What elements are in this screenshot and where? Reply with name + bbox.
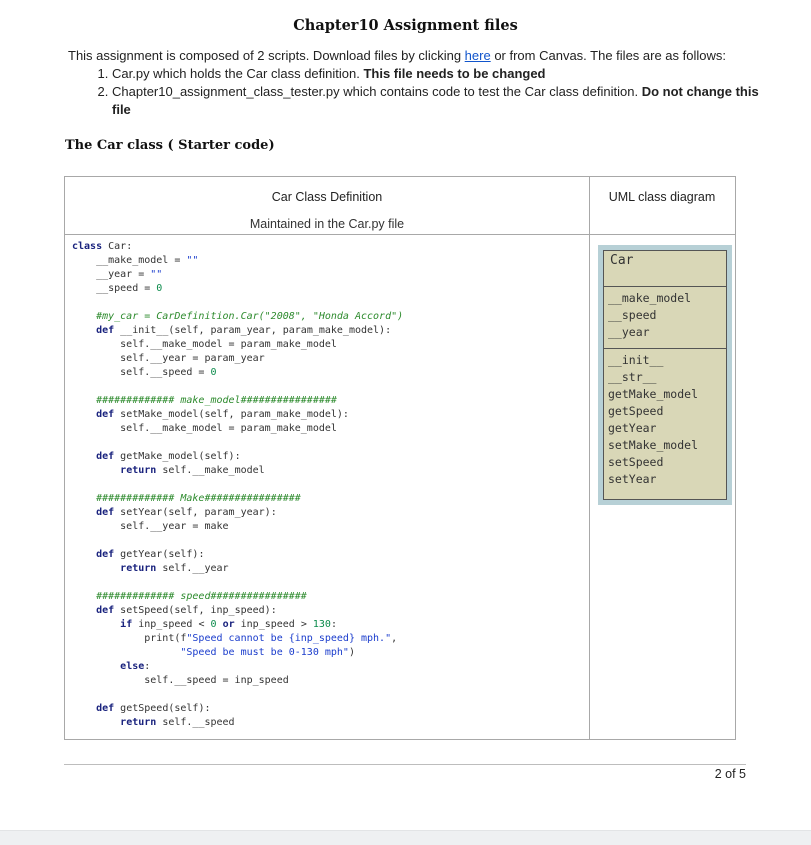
car-class-table <box>64 176 736 740</box>
code-line <box>72 339 337 350</box>
code-line <box>72 493 301 504</box>
code-token: "" <box>150 269 163 280</box>
code-token: or <box>222 619 235 630</box>
intro-paragraph <box>68 47 758 65</box>
file-item-tester-py <box>112 83 772 119</box>
footer-divider <box>64 764 746 765</box>
code-token <box>72 409 96 420</box>
code-token: self.__speed = <box>72 367 211 378</box>
code-token: self.__make_model <box>156 465 265 476</box>
table-subheader-file: Maintained in the Car.py file <box>249 217 405 231</box>
code-token: 0 <box>210 367 217 378</box>
code-token <box>72 647 180 658</box>
section-title: The Car class ( Starter code) <box>65 138 275 153</box>
uml-method: setYear <box>608 472 657 486</box>
code-token: getSpeed(self): <box>114 703 211 714</box>
code-line <box>72 619 337 630</box>
code-line <box>72 465 265 476</box>
uml-method: setSpeed <box>608 455 664 469</box>
uml-method: getMake_model <box>608 387 699 401</box>
code-token <box>72 605 96 616</box>
code-token <box>72 717 120 728</box>
code-token: getYear(self): <box>114 549 205 560</box>
table-header-uml: UML class diagram <box>608 190 716 204</box>
uml-attribute: __make_model <box>608 291 692 305</box>
uml-attributes <box>604 287 726 349</box>
code-token: , <box>391 633 398 644</box>
code-token <box>72 451 96 462</box>
code-token: #my_car = CarDefinition.Car("2008", "Honda Accord") <box>72 311 404 322</box>
code-token: def <box>96 409 115 420</box>
code-token: __speed = <box>72 283 157 294</box>
code-token: "Speed be must be 0-130 mph" <box>180 647 349 658</box>
code-line <box>72 451 241 462</box>
page-number: 2 of 5 <box>714 767 746 781</box>
code-token: self.__year = param_year <box>72 353 265 364</box>
uml-method: setMake_model <box>608 438 699 452</box>
code-token: setYear(self, param_year): <box>114 507 277 518</box>
code-line <box>72 521 229 532</box>
file-item-note: Do not change this file <box>112 84 759 117</box>
code-line <box>72 311 403 322</box>
viewer-bottom-band <box>0 830 811 845</box>
code-token: inp_speed > <box>234 619 313 630</box>
code-token: : <box>330 619 337 630</box>
code-line <box>72 549 204 560</box>
code-token: "" <box>186 255 199 266</box>
code-line <box>72 661 150 672</box>
code-line <box>72 241 132 252</box>
code-line <box>72 325 391 336</box>
code-line <box>72 717 235 728</box>
intro-text-before: This assignment is composed of 2 scripts. Download files by clicking <box>68 48 465 63</box>
uml-method: getSpeed <box>608 404 664 418</box>
download-link[interactable]: here <box>464 48 491 63</box>
code-token: def <box>96 703 115 714</box>
code-token: self.__speed = inp_speed <box>72 675 289 686</box>
uml-method: __str__ <box>608 370 657 384</box>
code-token: __init__(self, param_year, param_make_model): <box>114 325 392 336</box>
code-token: "Speed cannot be {inp_speed} mph." <box>186 633 392 644</box>
table-column-divider <box>589 177 590 739</box>
code-token <box>72 703 96 714</box>
code-line <box>72 269 162 280</box>
code-token: self.__make_model = param_make_model <box>72 423 337 434</box>
uml-diagram <box>598 245 732 505</box>
code-token: ) <box>348 647 355 658</box>
code-token: if <box>120 619 133 630</box>
code-token: self.__year = make <box>72 521 229 532</box>
code-token <box>72 325 96 336</box>
uml-methods <box>604 349 726 491</box>
code-token: ############# make_model################ <box>72 395 337 406</box>
code-token: inp_speed < <box>132 619 211 630</box>
code-token: else <box>120 661 145 672</box>
code-token: getMake_model(self): <box>114 451 241 462</box>
code-token: __make_model = <box>72 255 187 266</box>
code-token: setMake_model(self, param_make_model): <box>114 409 349 420</box>
code-token: class <box>72 241 103 252</box>
code-token: return <box>120 563 157 574</box>
code-token <box>72 549 96 560</box>
code-line <box>72 409 349 420</box>
code-token: def <box>96 451 115 462</box>
code-token: return <box>120 465 157 476</box>
code-token <box>72 661 120 672</box>
code-token: def <box>96 507 115 518</box>
uml-attribute: __year <box>608 325 650 339</box>
table-header-definition: Car Class Definition <box>271 190 383 204</box>
file-list <box>90 65 772 119</box>
code-line <box>72 675 289 686</box>
code-token: self.__make_model = param_make_model <box>72 339 337 350</box>
uml-class-name: Car <box>604 251 726 287</box>
file-item-text: Car.py which holds the Car class definition. <box>112 66 364 81</box>
code-token <box>72 465 120 476</box>
code-block <box>72 240 403 730</box>
code-token: Car: <box>102 241 133 252</box>
uml-class-box <box>603 250 727 500</box>
code-line <box>72 507 277 518</box>
code-token <box>72 507 96 518</box>
code-token: def <box>96 325 115 336</box>
uml-attribute: __speed <box>608 308 657 322</box>
code-token: return <box>120 717 157 728</box>
code-token: def <box>96 549 115 560</box>
code-token: print(f <box>72 633 187 644</box>
code-line <box>72 633 397 644</box>
code-line <box>72 395 337 406</box>
code-token: setSpeed(self, inp_speed): <box>114 605 277 616</box>
code-line <box>72 605 277 616</box>
code-token: self.__speed <box>156 717 235 728</box>
code-token: def <box>96 605 115 616</box>
code-line <box>72 703 210 714</box>
code-token: self.__year <box>156 563 229 574</box>
uml-method: __init__ <box>608 353 664 367</box>
intro-text-after: or from Canvas. The files are as follows: <box>490 48 726 63</box>
code-token: 0 <box>156 283 163 294</box>
code-token <box>72 619 120 630</box>
code-token: __year = <box>72 269 151 280</box>
code-token: ############# speed################ <box>72 591 307 602</box>
code-token: : <box>144 661 151 672</box>
code-line <box>72 255 198 266</box>
code-line <box>72 647 355 658</box>
file-item-car-py <box>112 65 772 83</box>
code-line <box>72 591 307 602</box>
code-line <box>72 423 337 434</box>
uml-method: getYear <box>608 421 657 435</box>
file-item-text: Chapter10_assignment_class_tester.py which contains code to test the Car class definition. <box>112 84 642 99</box>
page-title: Chapter10 Assignment files <box>293 17 518 34</box>
table-header-divider <box>65 234 735 235</box>
code-line <box>72 367 217 378</box>
code-token <box>72 563 120 574</box>
code-token: ############# Make################ <box>72 493 301 504</box>
code-line <box>72 283 162 294</box>
file-item-note: This file needs to be changed <box>363 66 546 81</box>
code-line <box>72 563 229 574</box>
code-token: 130 <box>312 619 331 630</box>
code-token: 0 <box>210 619 217 630</box>
code-line <box>72 353 265 364</box>
